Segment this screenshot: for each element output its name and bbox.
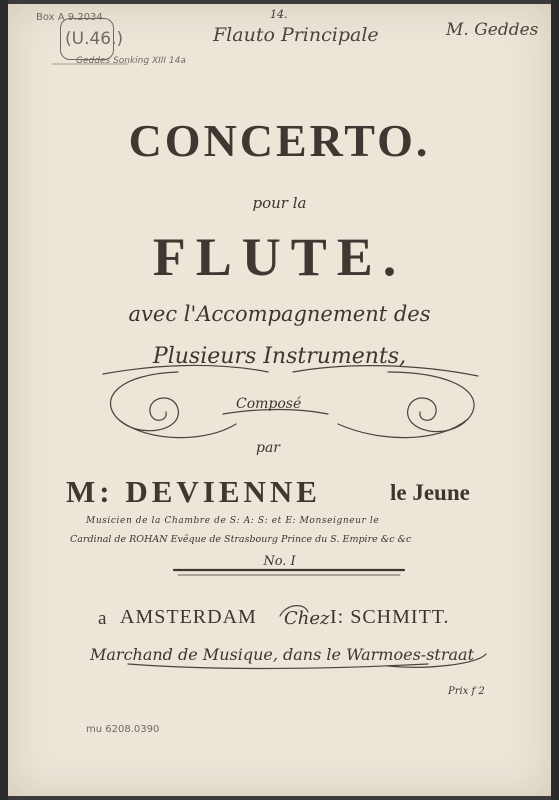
publisher-city: AMSTERDAM xyxy=(120,606,257,628)
opus-number: No. I xyxy=(263,554,296,569)
title-flute: FLUTE. xyxy=(152,227,407,287)
title-accompaniment: avec l'Accompagnement des xyxy=(128,302,431,326)
publisher-name: I: SCHMITT. xyxy=(330,606,450,628)
call-number: (U.46.) xyxy=(65,29,124,49)
title-page xyxy=(8,4,551,796)
composer-suffix: le Jeune xyxy=(390,480,470,505)
publisher-address: Marchand de Musique, dans le Warmoes-straat xyxy=(90,645,474,664)
scan-border-right xyxy=(551,0,559,800)
composer-credit-line2: Cardinal de ROHAN Evêque de Strasbourg Prince du S. Empire &c &c xyxy=(70,534,412,545)
scan-border-left xyxy=(0,0,8,800)
owner-signature: M. Geddes xyxy=(446,20,539,40)
publisher-chez: Chez xyxy=(284,608,330,629)
publisher-prefix: a xyxy=(98,608,107,629)
by-label: par xyxy=(256,440,281,456)
shelfmark: Box A 9.2034 xyxy=(36,12,103,23)
part-name: Flauto Principale xyxy=(213,24,379,46)
title-concerto: CONCERTO. xyxy=(128,115,431,166)
part-number: 14. xyxy=(270,8,288,21)
price: Prix f 2 xyxy=(448,686,485,697)
title-instruments: Plusieurs Instruments, xyxy=(152,344,407,369)
composer-name: M: DEVIENNE xyxy=(66,474,321,509)
scroll-right xyxy=(388,372,474,432)
composed-label: Composé xyxy=(236,396,302,412)
scroll-left xyxy=(111,372,179,431)
collection-note: Geddes Sonking XIII 14a xyxy=(76,56,186,66)
swash-left xyxy=(103,365,268,374)
engraved-flourishes xyxy=(8,4,551,796)
swash-right xyxy=(293,366,478,376)
title-pour-la: pour la xyxy=(252,194,307,212)
accession-number: mu 6208.0390 xyxy=(86,724,160,735)
composer-credit-line1: Musicien de la Chambre de S: A: S: et E: Monseigneur le xyxy=(86,516,380,526)
